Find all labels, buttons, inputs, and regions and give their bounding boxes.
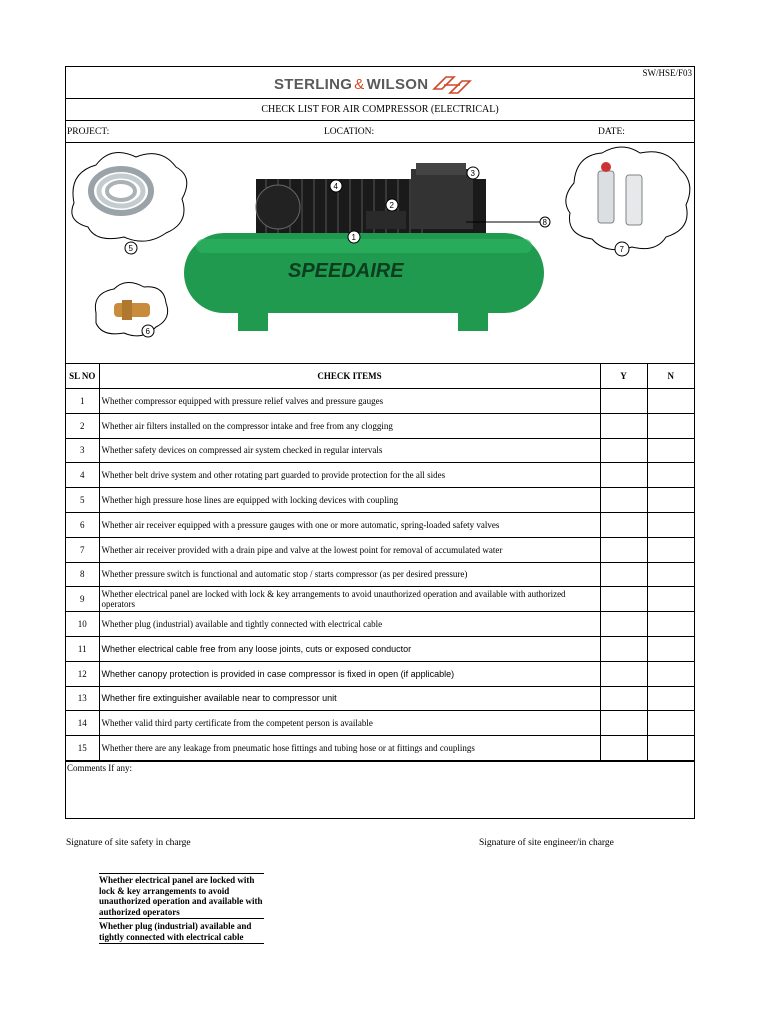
table-row: [66, 612, 694, 637]
yes-cell[interactable]: [600, 711, 647, 736]
yes-cell[interactable]: [600, 488, 647, 513]
table-row: [66, 463, 694, 488]
row-number: 9: [66, 587, 99, 612]
fitting-cloud: [95, 282, 167, 337]
callout-4: 4: [333, 182, 338, 191]
check-item-text: Whether air receiver equipped with a pressure gauges with one or more automatic, spring-loaded safety valves: [99, 512, 600, 537]
date-label: DATE:: [598, 127, 625, 137]
table-header-row: [66, 364, 694, 389]
checklist-table: [66, 364, 694, 761]
signature-site-engineer: Signature of site engineer/in charge: [479, 838, 614, 848]
yes-cell[interactable]: [600, 612, 647, 637]
row-number: 11: [66, 636, 99, 661]
no-cell[interactable]: [647, 612, 694, 637]
no-cell[interactable]: [647, 389, 694, 414]
callout-7: 7: [619, 245, 624, 254]
yes-cell[interactable]: [600, 413, 647, 438]
table-row: [66, 562, 694, 587]
company-logo: [274, 71, 474, 97]
check-item-text: Whether belt drive system and other rotating part guarded to provide protection for the all sides: [99, 463, 600, 488]
callout-3: 3: [470, 169, 475, 178]
header-yes: Y: [600, 364, 647, 389]
row-number: 12: [66, 661, 99, 686]
logo-word-2: WILSON: [366, 75, 429, 93]
row-number: 5: [66, 488, 99, 513]
logo-word-1: STERLING: [274, 75, 353, 93]
row-number: 3: [66, 438, 99, 463]
table-row: [66, 686, 694, 711]
header-no: N: [647, 364, 694, 389]
compressor-illustration: [66, 143, 694, 364]
no-cell[interactable]: [647, 463, 694, 488]
check-item-text: Whether high pressure hose lines are equipped with locking devices with coupling: [99, 488, 600, 513]
no-cell[interactable]: [647, 587, 694, 612]
no-cell[interactable]: [647, 413, 694, 438]
table-row: [66, 389, 694, 414]
table-row: [66, 413, 694, 438]
check-item-text: Whether canopy protection is provided in case compressor is fixed in open (if applicable): [99, 661, 600, 686]
callout-2: 2: [389, 201, 394, 210]
check-item-text: Whether electrical cable free from any loose joints, cuts or exposed conductor: [99, 636, 600, 661]
no-cell[interactable]: [647, 636, 694, 661]
compressor-diagram: [66, 143, 694, 363]
table-row: [66, 537, 694, 562]
notes-divider: [99, 873, 264, 874]
row-number: 15: [66, 736, 99, 761]
check-item-text: Whether electrical panel are locked with lock & key arrangements to avoid unauthorized operation and available with authorized operators: [99, 587, 600, 612]
no-cell[interactable]: [647, 512, 694, 537]
no-cell[interactable]: [647, 711, 694, 736]
header-sl-no: SL NO: [66, 364, 99, 389]
compressor-brand: SPEEDAIRE: [288, 260, 404, 282]
form-title: CHECK LIST FOR AIR COMPRESSOR (ELECTRICAL): [66, 99, 694, 121]
yes-cell[interactable]: [600, 736, 647, 761]
check-item-text: Whether there are any leakage from pneumatic hose fittings and tubing hose or at fittings and couplings: [99, 736, 600, 761]
document-code: SW/HSE/F03: [642, 68, 692, 78]
check-item-text: Whether fire extinguisher available near to compressor unit: [99, 686, 600, 711]
yes-cell[interactable]: [600, 389, 647, 414]
logo-mark-icon: [430, 71, 474, 97]
compressor-unit: [184, 163, 550, 331]
check-item-text: Whether air filters installed on the compressor intake and free from any clogging: [99, 413, 600, 438]
yes-cell[interactable]: [600, 562, 647, 587]
header-logo-row: [66, 67, 694, 99]
logo-ampersand: &: [354, 75, 365, 93]
callout-6: 6: [145, 327, 150, 336]
note-plug-industrial: Whether plug (industrial) available and tightly connected with electrical cable: [99, 921, 264, 944]
row-number: 14: [66, 711, 99, 736]
check-item-text: Whether safety devices on compressed air system checked in regular intervals: [99, 438, 600, 463]
no-cell[interactable]: [647, 736, 694, 761]
table-row: [66, 512, 694, 537]
no-cell[interactable]: [647, 488, 694, 513]
yes-cell[interactable]: [600, 686, 647, 711]
row-number: 7: [66, 537, 99, 562]
no-cell[interactable]: [647, 537, 694, 562]
table-row: [66, 587, 694, 612]
no-cell[interactable]: [647, 562, 694, 587]
table-row: [66, 438, 694, 463]
yes-cell[interactable]: [600, 636, 647, 661]
yes-cell[interactable]: [600, 537, 647, 562]
meta-row: [66, 121, 694, 143]
yes-cell[interactable]: [600, 438, 647, 463]
row-number: 6: [66, 512, 99, 537]
row-number: 13: [66, 686, 99, 711]
signature-safety-incharge: Signature of site safety in charge: [66, 838, 191, 848]
row-number: 2: [66, 413, 99, 438]
checklist-form: [65, 66, 695, 819]
check-item-text: Whether air receiver provided with a drain pipe and valve at the lowest point for removal of accumulated water: [99, 537, 600, 562]
comments-field[interactable]: [66, 761, 694, 818]
note-electrical-panel: Whether electrical panel are locked with lock & key arrangements to avoid unauthorized operation and available with authorized operators: [99, 875, 264, 919]
yes-cell[interactable]: [600, 587, 647, 612]
yes-cell[interactable]: [600, 512, 647, 537]
location-label: LOCATION:: [324, 127, 375, 137]
yes-cell[interactable]: [600, 463, 647, 488]
row-number: 8: [66, 562, 99, 587]
hose-cloud: [72, 153, 187, 255]
callout-8: 8: [542, 218, 547, 227]
yes-cell[interactable]: [600, 661, 647, 686]
table-row: [66, 661, 694, 686]
table-row: [66, 736, 694, 761]
check-item-text: Whether pressure switch is functional and automatic stop / starts compressor (as per desired pressure): [99, 562, 600, 587]
table-row: [66, 636, 694, 661]
project-label: PROJECT:: [67, 127, 110, 137]
callout-1: 1: [351, 233, 356, 242]
table-row: [66, 488, 694, 513]
header-check-items: CHECK ITEMS: [99, 364, 600, 389]
no-cell[interactable]: [647, 438, 694, 463]
row-number: 1: [66, 389, 99, 414]
table-row: [66, 711, 694, 736]
callout-5: 5: [128, 244, 133, 253]
filter-cloud: [566, 147, 690, 256]
check-item-text: Whether compressor equipped with pressure relief valves and pressure gauges: [99, 389, 600, 414]
check-item-text: Whether valid third party certificate from the competent person is available: [99, 711, 600, 736]
check-item-text: Whether plug (industrial) available and tightly connected with electrical cable: [99, 612, 600, 637]
no-cell[interactable]: [647, 661, 694, 686]
row-number: 10: [66, 612, 99, 637]
row-number: 4: [66, 463, 99, 488]
comments-label: Comments If any:: [67, 762, 132, 773]
no-cell[interactable]: [647, 686, 694, 711]
